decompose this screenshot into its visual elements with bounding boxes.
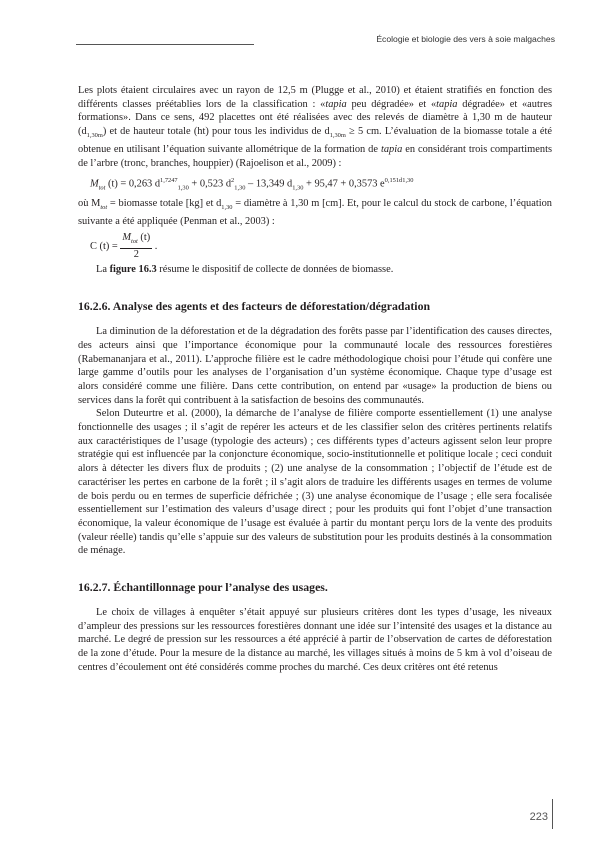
header-rule (76, 44, 254, 45)
figure-reference: figure 16.3 (109, 264, 157, 276)
footer-rule (552, 799, 553, 829)
running-head: Écologie et biologie des vers à soie malgaches (376, 34, 555, 44)
carbon-equation: C (t) = $\frac{M_{tot} (t)}{2}$ . (90, 232, 158, 261)
paragraph-definitions: où $M_{tot}$ = biomasse totale [kg] et $d_{1,30}$ = diamètre à 1,30 m [cm]. Et, pour le calcul du stock de carbone, l’équation suivante a été appliquée (Penman et al., 2003) : (78, 197, 552, 227)
section-heading-16-2-6: 16.2.6. Analyse des agents et des facteurs de déforestation/dégradation (78, 299, 431, 314)
section-heading-16-2-7: 16.2.7. Échantillonnage pour l’analyse des usages. (78, 580, 328, 595)
paragraph-sampling: Le choix de villages à enquêter s’était appuyé sur plusieurs critères dont les types d’usage, les niveaux d’ampleur des pressions sur les ressources forestières donnant une idée sur l’intensité des usages et la distance au marché. Le degré de pression sur les ressources a été apprécié à partir de l’observation de cartes de déforestation de la zone d’étude. Pour la mesure de la distance au marché, les villages situés à moins de 5 km à vol d’oiseau de centres d’écoulement ont été considérés comme proches du marché. Ces deux critères ont été retenus (78, 607, 552, 673)
paragraph-plots: Les plots étaient circulaires avec un rayon de 12,5 m (Plugge et al., 2010) et étaient stratifiés en fonction des différents classes préétablies lors de la classification : «tapia peu dégradée» et «tapia dégradée» et «autres formations». Dans ce sens, 492 placettes ont été réalisées avec des relevés de diamètre à 1,30 m de hauteur $(d_{1,30m})$ et de hauteur totale (ht) pour tous les individus de $d_{1,30m} \ge 5$ cm. L’évaluation de la biomasse totale a été obtenue en utilisant l’équation suivante allométrique de la formation de tapia en considérant trois compartiments de l’arbre (tronc, branches, houppier) (Rajoelison et al., 2009) : (78, 85, 553, 169)
paragraph-deforestation-1: La diminution de la déforestation et de la dégradation des forêts passe par l’identification des causes directes, des acteurs ainsi que l’importance économique pour la communauté locale des ressources forestières (Rabemananjara et al., 2011). L’approche filière est le cadre méthodologique choisi pour l’étude qui confère une large gamme d’outils pour les analyses de l’organisation d’un système économique. Chaque type d’usage est alors considéré comme une filière. Dans cette contribution, on entend par «usage» la production de biens ou services dans la forêt qui contribuent à la satisfaction de besoins des communautés. (78, 326, 552, 406)
paragraph-figure-ref: La figure 16.3 résume le dispositif de collecte de données de biomasse. (96, 264, 394, 276)
page-body (78, 84, 552, 675)
biomass-equation: $M_{tot}$ (t) = 0,263 $d^{1,7247}_{1,30} + 0,523$ $d^2_{1,30} - 13,349$ $d_{1,30} + 95,47 + 0,3573$ $e^{0,151d1,30}$ (90, 177, 414, 192)
page-number: 223 (529, 811, 548, 823)
paragraph-deforestation-2: Selon Duteurtre et al. (2000), la démarche de l’analyse de filière comporte essentiellement (1) une analyse fonctionnelle des usages ; il s’agit de repérer les acteurs et de les classifier selon des critères pertinents relatifs aux caractéristiques de l’usage (typologie des acteurs) ; ces différents types d’acteurs agissent selon leur propre stratégie qui est influencée par la conjoncture économique, socio-institutionnelle et politique locale ; ceci conduit alors à détecter les divers flux de produits ; (2) une analyse de la consommation ; l’objectif de l’étude est de caractériser les pertes en carbone de la forêt ; il s’agit alors de traduire les différents usages en termes de volume de bois perdu ou en termes de superficie défrichée ; (3) une analyse économique de l’usage ; elle sera focalisée essentiellement sur l’estimation des valeurs d’usage direct ; pour les produits qui font l’objet d’une transaction économique, la valeur économique de l’usage est évaluée à partir du montant perçu lors de la vente des produits (valeur réelle) tandis qu’elle s’appuie sur des valeurs de substitution pour les produits destinés à la consommation de ménage. (78, 408, 552, 557)
